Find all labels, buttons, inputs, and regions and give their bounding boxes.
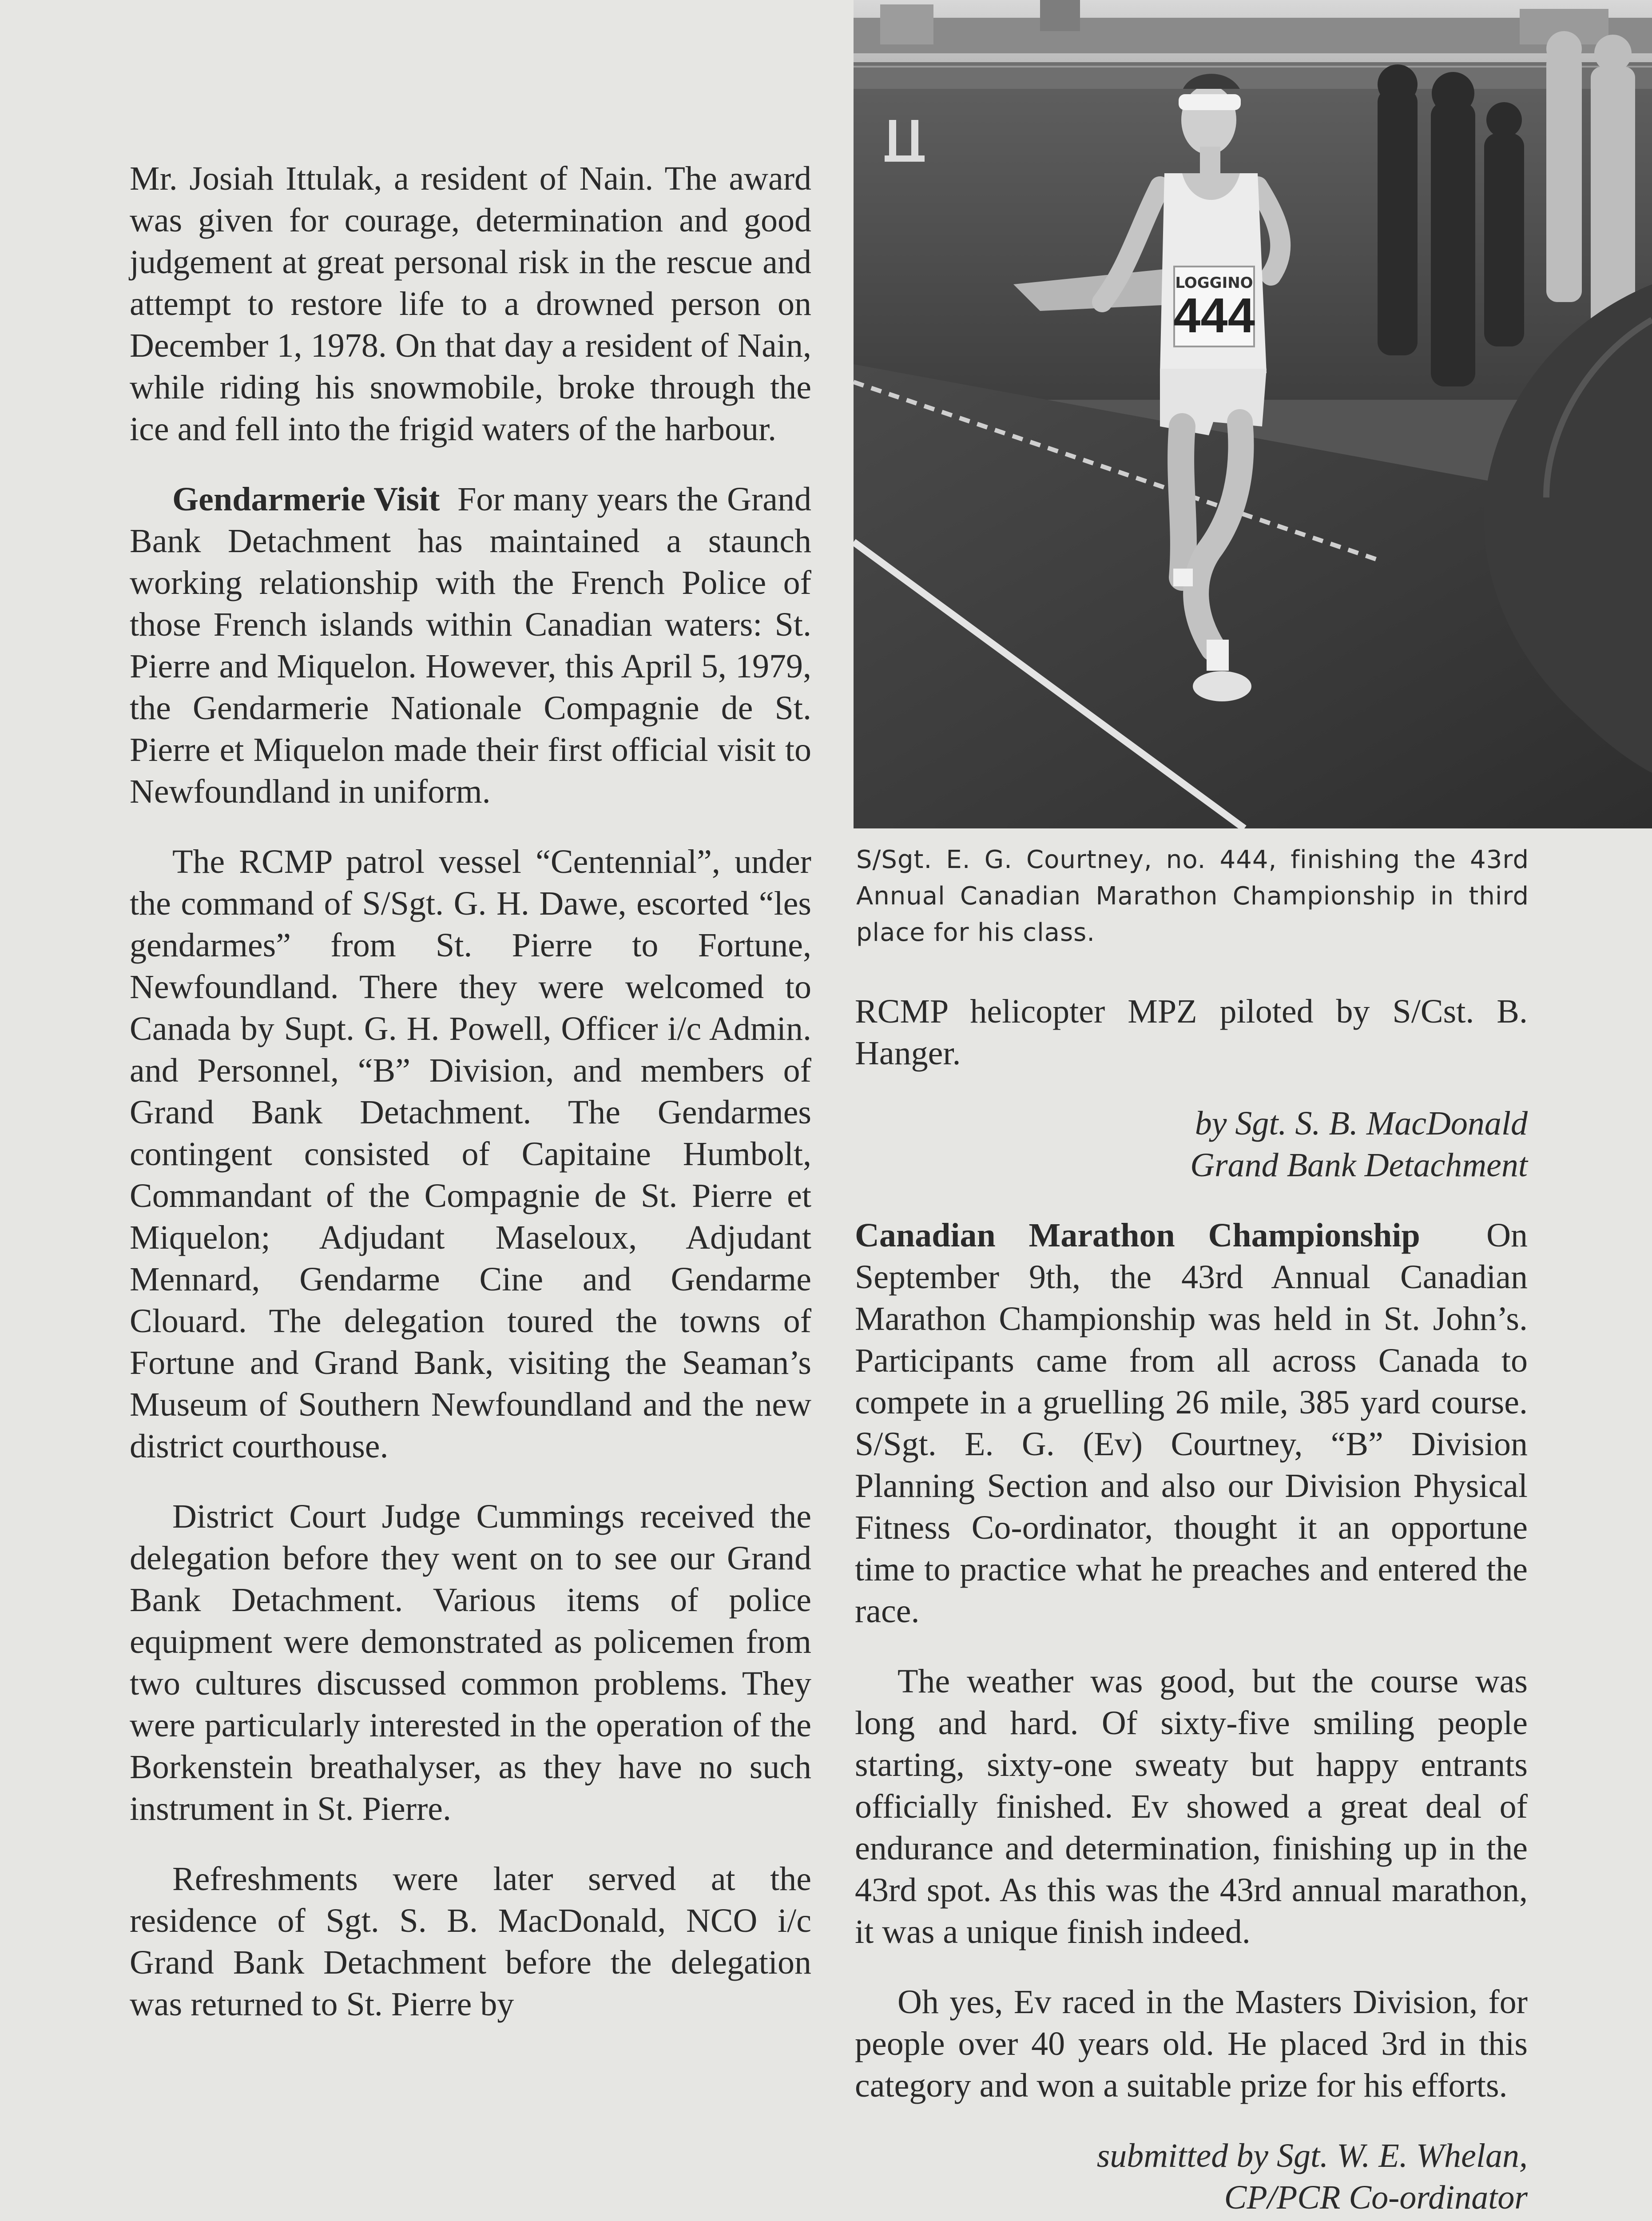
paragraph-marathon-text: On September 9th, the 43rd Annual Canadian Marathon Championship was held in St. John’s. Participants came from all across Canada to compete in a gruelling 26 mile, 385 yard course. S/Sgt. E. G. (Ev) Courtney, “B” Division Planning Section and also our Division Physical Fitness Co-ordinator, thought it an opportune time to practice what he preaches and entered the race. (855, 1217, 1528, 1630)
section-heading-gendarmerie-visit: Gendarmerie Visit (172, 481, 440, 518)
section-heading-marathon: Canadian Marathon Championship (855, 1217, 1420, 1254)
paragraph-helicopter: RCMP helicopter MPZ piloted by S/Cst. B. Hanger. (855, 993, 1528, 1072)
paragraph-award: Mr. Josiah Ittulak, a resident of Nain. The award was given for courage, determination and good judgement at great personal risk in the rescue and attempt to restore life to a drowned person on December 1, 1978. On that day a resident of Nain, while riding his snowmobile, broke through the ice and fell into the frigid waters of the harbour. (130, 160, 811, 448)
photo-caption: S/Sgt. E. G. Courtney, no. 444, finishing the 43rd Annual Canadian Marathon Championship in third place for his class. (856, 845, 1529, 947)
paragraph-gendarmerie-text: For many years the Grand Bank Detachment has maintained a staunch working relationship with the French Police of those French islands within Canadian waters: St. Pierre and Miquelon. However, this April 5, 1979, the Gendarmerie Nationale Compagnie de St. Pierre et Miquelon made their first official visit to Newfoundland in uniform. (130, 481, 811, 810)
paragraph-centennial: The RCMP patrol vessel “Centennial”, under the command of S/Sgt. G. H. Dawe, escorted “les gendarmes” from St. Pierre to Fortune, Newfoundland. There they were welcomed to Canada by Supt. G. H. Powell, Officer i/c Admin. and Personnel, “B” Division, and members of Grand Bank Detachment. The Gendarmes contingent consisted of Capitaine Humbolt, Commandant of the Compagnie de St. Pierre et Miquelon; Adjudant Maseloux, Adjudant Mennard, Gendarme Cine and Gendarme Clouard. The delegation toured the towns of Fortune and Grand Bank, visiting the Seaman’s Museum of Southern Newfoundland and the new district courthouse. (130, 843, 811, 1465)
paragraph-gendarmerie-visit (130, 478, 811, 812)
byline-whelan-title: CP/PCR Co-ordinator (1224, 2179, 1528, 2216)
paragraph-marathon (855, 1214, 1528, 1632)
byline-macdonald-name: by Sgt. S. B. MacDonald (1195, 1105, 1528, 1142)
byline-macdonald (855, 1103, 1528, 1186)
right-column (855, 991, 1528, 2221)
marathon-photo (854, 0, 1652, 828)
bib-number: 444 (1173, 288, 1255, 343)
left-column (130, 158, 811, 2054)
byline-whelan (855, 2135, 1528, 2218)
byline-whelan-name: submitted by Sgt. W. E. Whelan, (1096, 2137, 1528, 2174)
paragraph-refreshments: Refreshments were later served at the residence of Sgt. S. B. MacDonald, NCO i/c Grand Bank Detachment before the delegation was returned to St. Pierre by (130, 1860, 811, 2023)
paragraph-weather: The weather was good, but the course was long and hard. Of sixty-five smiling people starting, sixty-one sweaty but happy entrants officially finished. Ev showed a great deal of endurance and determination, finishing up in the 43rd spot. As this was the 43rd annual marathon, it was a unique finish indeed. (855, 1663, 1528, 1950)
byline-macdonald-detachment: Grand Bank Detachment (1190, 1146, 1528, 1184)
bib-label: LOGGINO (1175, 274, 1253, 292)
paragraph-masters: Oh yes, Ev raced in the Masters Division, for people over 40 years old. He placed 3rd in this category and won a suitable prize for his efforts. (855, 1983, 1528, 2104)
runner-photo-illustration (854, 0, 1652, 828)
paragraph-judge: District Court Judge Cummings received the delegation before they went on to see our Grand Bank Detachment. Various items of police equipment were demonstrated as policemen from two cultures discussed common problems. They were particularly interested in the operation of the Borkenstein breathalyser, as they have no such instrument in St. Pierre. (130, 1498, 811, 1827)
